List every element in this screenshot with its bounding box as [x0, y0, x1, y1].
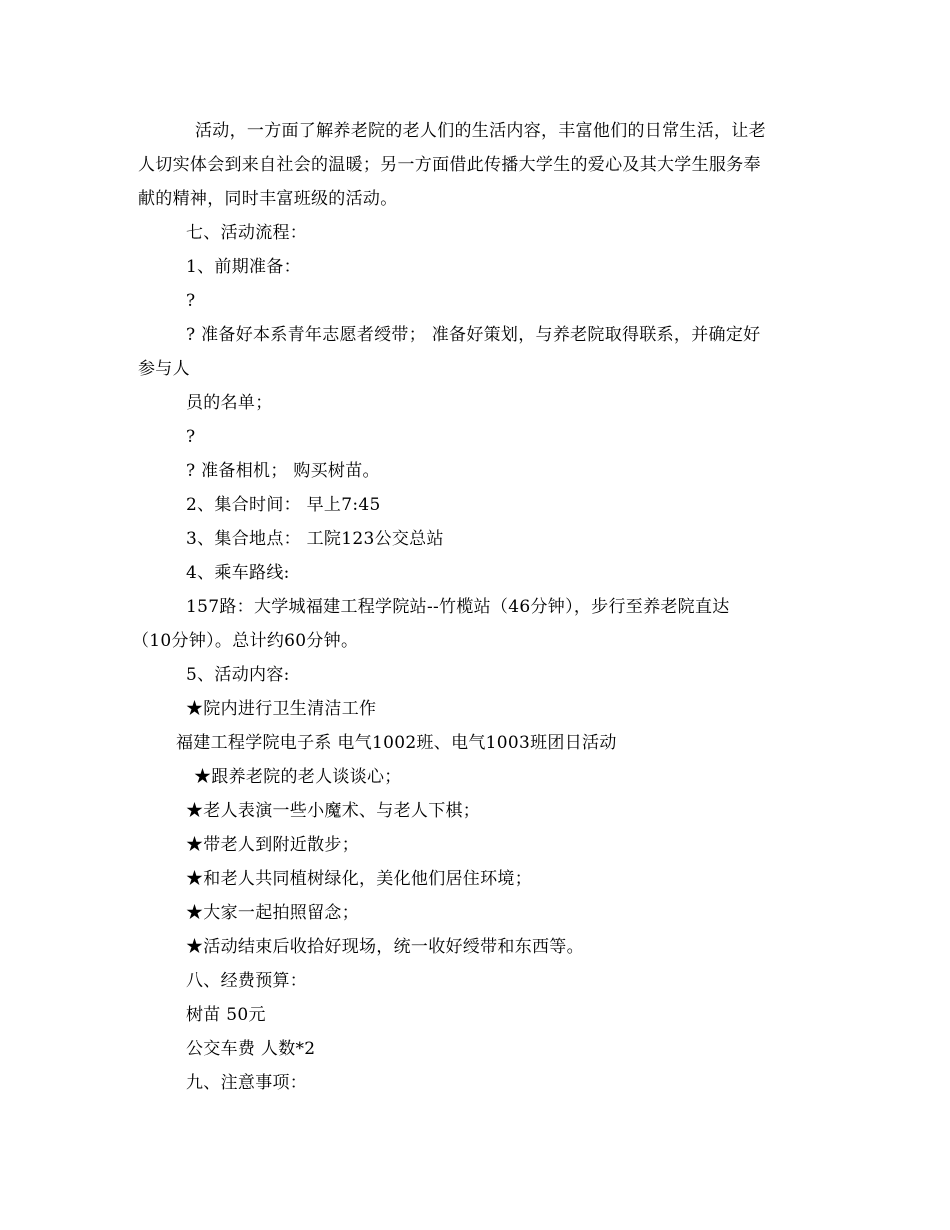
- prep-item-1-line-3: 员的名单；: [186, 393, 273, 413]
- section-7-heading: 七、活动流程：: [186, 223, 308, 243]
- prep-item-1-line-1: ? 准备好本系青年志愿者绶带； 准备好策划，与养老院取得联系，并确定好: [186, 325, 761, 345]
- intro-line-2: 人切实体会到来自社会的温暖；另一方面借此传播大学生的爱心及其大学生服务奉: [138, 155, 761, 175]
- prep-placeholder-2: ?: [186, 427, 196, 447]
- page-header-text: 福建工程学院电子系 电气1002班、电气1003班团日活动: [176, 733, 617, 753]
- gather-time: 2、集合时间： 早上7:45: [186, 495, 381, 515]
- content-item-4: ★带老人到附近散步；: [186, 835, 359, 855]
- content-item-6: ★大家一起拍照留念；: [186, 903, 359, 923]
- prep-placeholder-1: ?: [186, 291, 196, 311]
- route-title: 4、乘车路线:: [186, 563, 290, 583]
- intro-line-3: 献的精神，同时丰富班级的活动。: [138, 189, 398, 209]
- content-item-1: ★院内进行卫生清洁工作: [186, 699, 377, 719]
- section-9-heading: 九、注意事项：: [186, 1073, 308, 1093]
- content-item-2: ★跟养老院的老人谈谈心；: [194, 767, 402, 787]
- prep-item-2: ? 准备相机； 购买树苗。: [186, 461, 380, 481]
- content-item-5: ★和老人共同植树绿化，美化他们居住环境；: [186, 869, 532, 889]
- prep-item-1-line-2: 参与人: [138, 359, 190, 379]
- budget-item-2: 公交车费 人数*2: [186, 1039, 316, 1059]
- intro-line-1: 活动，一方面了解养老院的老人们的生活内容，丰富他们的日常生活，让老: [195, 121, 766, 141]
- content-item-3: ★老人表演一些小魔术、与老人下棋；: [186, 801, 481, 821]
- content-title: 5、活动内容:: [186, 665, 290, 685]
- section-8-heading: 八、经费预算：: [186, 971, 308, 991]
- route-line-2: （10分钟）。总计约60分钟。: [132, 631, 359, 651]
- content-item-7: ★活动结束后收拾好现场，统一收好绶带和东西等。: [186, 937, 584, 957]
- budget-item-1: 树苗 50元: [186, 1005, 266, 1025]
- route-line-1: 157路：大学城福建工程学院站--竹榄站（46分钟），步行至养老院直达: [186, 597, 730, 617]
- prep-title: 1、前期准备：: [186, 257, 301, 277]
- gather-place: 3、集合地点： 工院123公交总站: [186, 529, 444, 549]
